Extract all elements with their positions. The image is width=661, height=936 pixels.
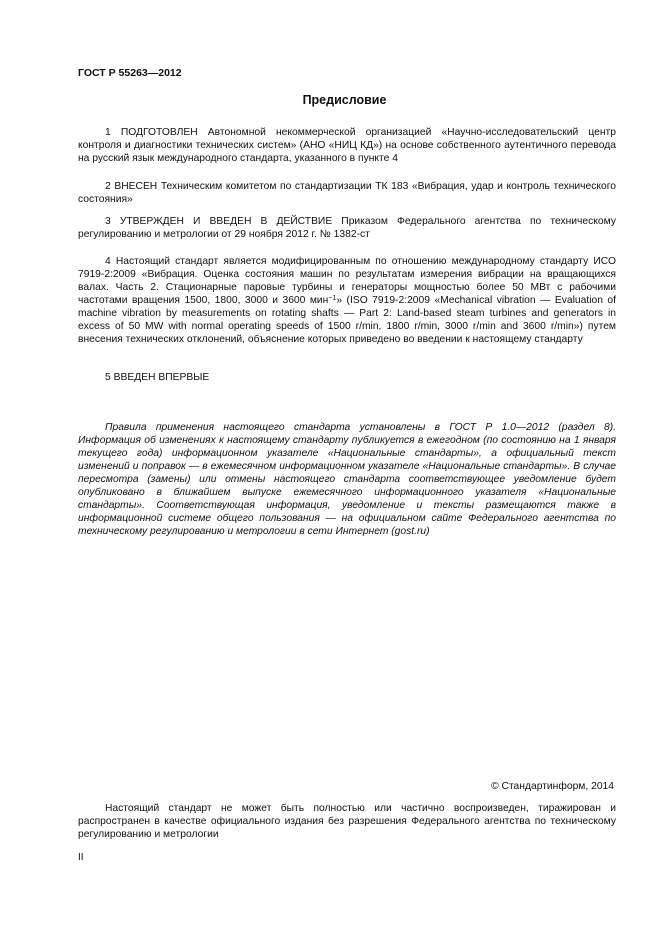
application-notice: Правила применения настоящего стандарта установлены в ГОСТ Р 1.0—2012 (раздел 8). Информация об изменениях к настоящему стандарту публикуется в ежегодном (по состоянию на 1 января текущего года) информационном указателе «Национальные стандарты», а официальный текст изменений и поправок — в ежемесячном информационном указателе «Национальные стандарты». В случае пересмотра (замены) или отмены настоящего стандарта соответствующее уведомление будет опубликовано в ближайшем выпуске ежемесячного информационного указателя «Национальные стандарты». Соответствующая информация, уведомление и тексты размещаются также в информационной системе общего пользования — на официальном сайте Федерального агентства по техническому регулированию и метрологии в сети Интернет (gost.ru) [78,422,616,537]
page-title: Предисловие [302,93,387,107]
foreword-item-4-text-b: » (ISO 7919-2:2009 «Mechanical vibration — Evaluation of machine vibration by measurements on rotating shafts — Part 2: Land-based steam turbines and generators in excess of 50 MW with normal operating speeds of 1500 r/min, 1800 r/min, 3000 r/min and 3600 r/min») путем внесения технических отклонений, объяснение которых приведено во введении к настоящему стандарту [78,295,616,345]
foreword-item-4 [78,255,616,346]
document-code: ГОСТ Р 55263—2012 [78,67,182,79]
page-number: II [78,852,84,863]
copyright-line: © Стандартинформ, 2014 [491,781,614,792]
foreword-item-5: 5 ВВЕДЕН ВПЕРВЫЕ [105,372,210,383]
rights-notice: Настоящий стандарт не может быть полностью или частично воспроизведен, тиражирован и распространен в качестве официального издания без разрешения Федерального агентства по техническому регулированию и метрологии [78,803,616,840]
foreword-item-2: 2 ВНЕСЕН Техническим комитетом по стандартизации ТК 183 «Вибрация, удар и контроль технического состояния» [78,181,616,205]
foreword-item-3: 3 УТВЕРЖДЕН И ВВЕДЕН В ДЕЙСТВИЕ Приказом Федерального агентства по техническому регулированию и метрологии от 29 ноября 2012 г. № 1382-ст [78,216,616,240]
foreword-item-4-text-a: 4 Настоящий стандарт является модифицированным по отношению международному стандарту ИСО 7919-2:2009 «Вибрация. Оценка состояния машин по результатам измерения вибрации на вращающихся валах. Часть 2. Стационарные паровые турбины и генераторы мощностью более 50 МВт с рабочими частотами вращения 1500, 1800, 3000 и 3600 мин [78,256,616,306]
unit-exponent: −1 [328,295,337,302]
foreword-item-1: 1 ПОДГОТОВЛЕН Автономной некоммерческой организацией «Научно-исследовательский центр контроля и диагностики технических систем» (АНО «НИЦ КД») на основе собственного аутентичного перевода на русский язык международного стандарта, указанного в пункте 4 [78,127,616,164]
